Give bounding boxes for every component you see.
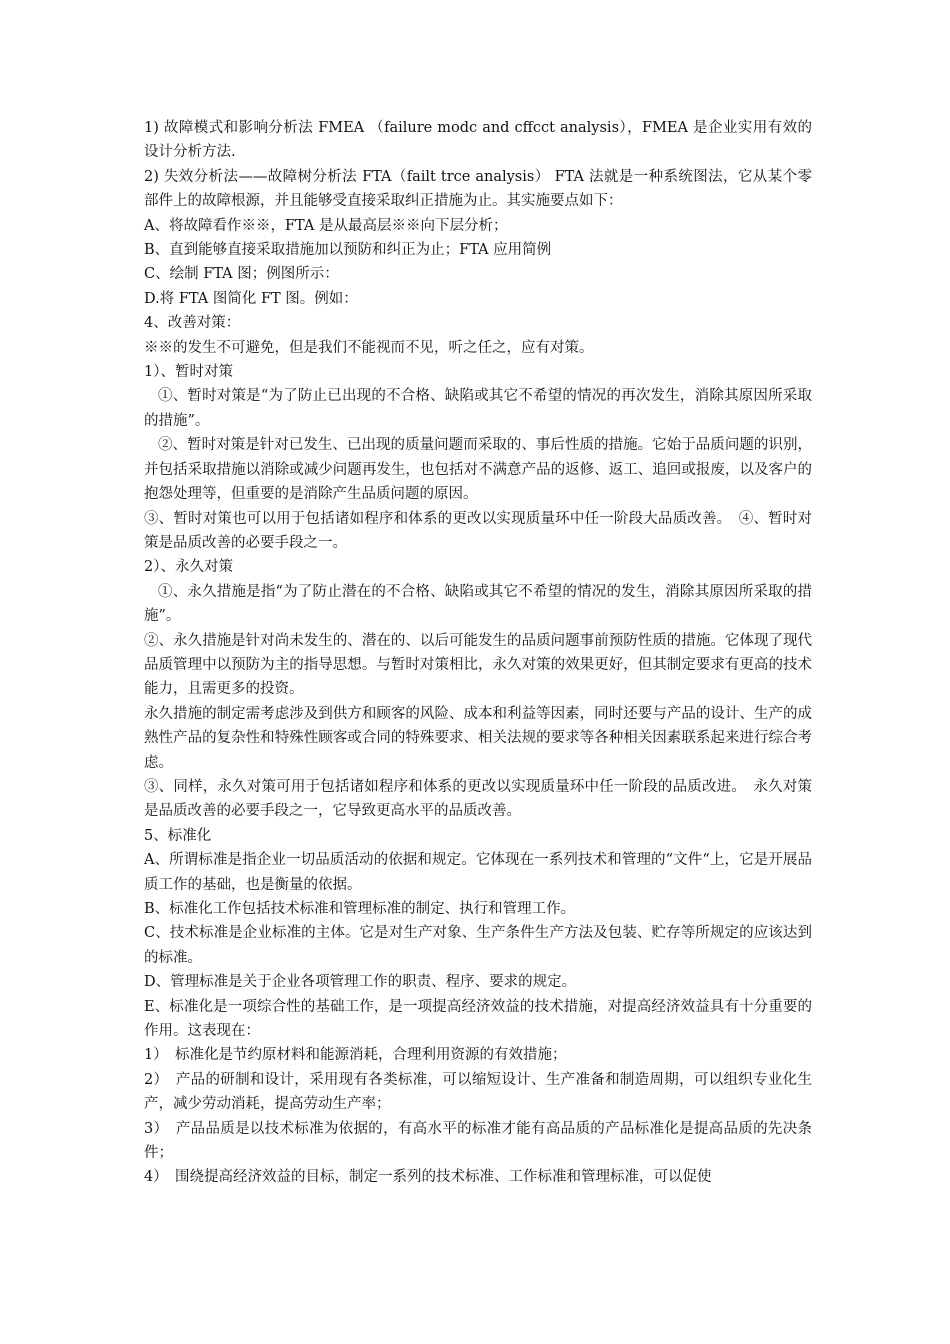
paragraph-std-c: C、技术标准是企业标准的主体。它是对生产对象、生产条件生产方法及包装、贮存等所规定的应该达到的标准。	[144, 925, 812, 966]
paragraph-std-b: B、标准化工作包括技术标准和管理标准的制定、执行和管理工作。	[144, 901, 576, 917]
paragraph-perm-4: ③、同样，永久对策可用于包括诸如程序和体系的更改以实现质量环中任一阶段的品质改进。 永久对策是品质改善的必要手段之一，它导致更高水平的品质改善。	[144, 778, 812, 820]
paragraph-fta-d: D.将 FTA 图简化 FT 图。例如：	[144, 290, 358, 307]
paragraph-fmea-line: 1) 故障模式和影响分析法 FMEA （failure modc and cffcct analysis），FMEA 是企业实用有效的设计分析方法.	[144, 120, 812, 161]
paragraph-perm-2: ②、永久措施是针对尚未发生的、潜在的、以后可能发生的品质问题事前预防性质的措施。它体现了现代品质管理中以预防为主的指导思想。与暂时对策相比，永久对策的效果更好，但其制定要求有更高的技术能力，且需更多的投资。	[144, 632, 812, 698]
paragraph-section-5-heading: 5、标准化	[144, 827, 212, 844]
paragraph-fta-a: A、将故障看作※※，FTA 是从最高层※※向下层分析；	[144, 217, 508, 234]
paragraph-fta-c: C、绘制 FTA 图；例图所示：	[144, 266, 339, 283]
paragraph-std-a: A、所谓标准是指企业一切品质活动的依据和规定。它体现在一系列技术和管理的“文件“上，它是开展品质工作的基础，也是衡量的依据。	[144, 852, 812, 893]
paragraph-std-e4: 4） 围绕提高经济效益的目标，制定一系列的技术标准、工作标准和管理标准，可以促使	[144, 1169, 712, 1186]
paragraph-std-e2: 2） 产品的研制和设计，采用现有各类标准，可以缩短设计、生产准备和制造周期，可以组织专业化生产，减少劳动消耗，提高劳动生产率；	[144, 1071, 812, 1113]
paragraph-temp-1: ①、暂时对策是“为了防止已出现的不合格、缺陷或其它不希望的情况的再次发生，消除其原因所采取的措施”。	[144, 388, 812, 429]
paragraph-std-e: E、标准化是一项综合性的基础工作，是一项提高经济效益的技术措施，对提高经济效益具有十分重要的作用。这表现在：	[144, 998, 812, 1040]
document-page	[144, 116, 812, 1190]
paragraph-section-4-heading: 4、改善对策：	[144, 315, 241, 332]
paragraph-temp-3: ③、暂时对策也可以用于包括诸如程序和体系的更改以实现质量环中任一阶段大品质改善。 ④、暂时对策是品质改善的必要手段之一。	[144, 510, 812, 551]
paragraph-std-e3: 3） 产品品质是以技术标准为依据的，有高水平的标准才能有高品质的产品标准化是提高品质的先决条件；	[144, 1120, 812, 1162]
paragraph-perm-3: 永久措施的制定需考虑涉及到供方和顾客的风险、成本和利益等因素，同时还要与产品的设计、生产的成熟性产品的复杂性和特殊性顾客或合同的特殊要求、相关法规的要求等各种相关因素联系起来进行综合考虑。	[144, 705, 812, 771]
paragraph-fta-b: B、直到能够直接采取措施加以预防和纠正为止；FTA 应用简例	[144, 242, 552, 259]
paragraph-perm-heading: 2）、永久对策	[144, 559, 233, 576]
paragraph-std-d: D、管理标准是关于企业各项管理工作的职责、程序、要求的规定。	[144, 974, 577, 991]
paragraph-temp-2: ②、暂时对策是针对已发生、已出现的质量问题而采取的、事后性质的措施。它始于品质问题的识别，并包括采取措施以消除或减少问题再发生，也包括对不满意产品的返修、返工、追回或报废，以及客户的抱怨处理等，但重要的是消除产生品质问题的原因。	[144, 437, 812, 503]
paragraph-section-4-intro: ※※的发生不可避免，但是我们不能视而不见，听之任之，应有对策。	[144, 339, 594, 356]
paragraph-perm-1: ①、永久措施是指“为了防止潜在的不合格、缺陷或其它不希望的情况的发生，消除其原因所采取的措施”。	[144, 583, 812, 625]
paragraph-std-e1: 1） 标准化是节约原材料和能源消耗，合理利用资源的有效措施；	[144, 1047, 567, 1064]
paragraph-temp-heading: 1）、暂时对策	[144, 364, 233, 381]
paragraph-fta-line: 2) 失效分析法——故障树分析法 FTA（failt trce analysis） FTA 法就是一种系统图法，它从某个零部件上的故障根源，并且能够受直接采取纠正措施为止。其实施要点如下：	[144, 168, 812, 210]
